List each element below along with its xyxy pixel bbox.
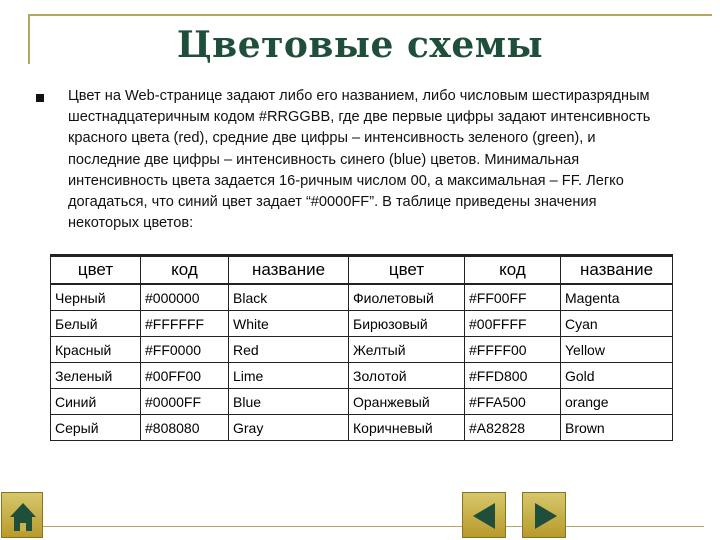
header-color-2: цвет — [349, 256, 465, 285]
table-cell: #000000 — [141, 284, 229, 311]
header-name-1: название — [229, 256, 349, 285]
table-cell: Бирюзовый — [349, 311, 465, 337]
header-color-1: цвет — [51, 256, 141, 285]
table-cell: Blue — [229, 389, 349, 415]
table-cell: Red — [229, 337, 349, 363]
frame-top-line — [28, 14, 712, 16]
previous-slide-button[interactable] — [462, 492, 506, 538]
arrow-right-icon — [523, 493, 567, 539]
color-table — [50, 254, 673, 441]
table-cell: #FF00FF — [465, 284, 561, 311]
table-cell: #FFA500 — [465, 389, 561, 415]
table-cell: Cyan — [561, 311, 673, 337]
table-cell: Белый — [51, 311, 141, 337]
table-cell: Зеленый — [51, 363, 141, 389]
table-cell: Lime — [229, 363, 349, 389]
table-cell: Черный — [51, 284, 141, 311]
table-cell: Синий — [51, 389, 141, 415]
header-code-2: код — [465, 256, 561, 285]
table-row — [51, 337, 673, 363]
table-cell: Желтый — [349, 337, 465, 363]
table-cell: #00FF00 — [141, 363, 229, 389]
table-header-row — [51, 256, 673, 285]
table-cell: Золотой — [349, 363, 465, 389]
slide-paragraph: Цвет на Web-странице задают либо его названием, либо числовым шестиразрядным шестнадцатеричным кодом #RRGGBB, где две первые цифры задают интенсивность красного цвета (red), средние две цифры – интенсивность зеленого (green), и последние две цифры – интенсивность синего (blue) цветов. Минимальная интенсивность цвета задается 16-ричным числом 00, а максимальная – FF. Легко догадаться, что синий цвет задает “#0000FF”. В таблице приведены значения некоторых цветов: — [68, 88, 651, 232]
table-cell: #808080 — [141, 415, 229, 441]
table-cell: Серый — [51, 415, 141, 441]
table-cell: #FFD800 — [465, 363, 561, 389]
table-row — [51, 389, 673, 415]
table-cell: Оранжевый — [349, 389, 465, 415]
table-row — [51, 415, 673, 441]
table-cell: #0000FF — [141, 389, 229, 415]
table-cell: #FFFF00 — [465, 337, 561, 363]
table-cell: #00FFFF — [465, 311, 561, 337]
table-cell: #A82828 — [465, 415, 561, 441]
table-row — [51, 363, 673, 389]
slide-title: Цветовые схемы — [176, 24, 544, 66]
arrow-left-icon — [463, 493, 507, 539]
table-cell: Коричневый — [349, 415, 465, 441]
table-cell: #FFFFFF — [141, 311, 229, 337]
next-slide-button[interactable] — [522, 492, 566, 538]
table-cell: Black — [229, 284, 349, 311]
table-cell: Gray — [229, 415, 349, 441]
header-code-1: код — [141, 256, 229, 285]
home-icon — [2, 493, 44, 539]
bullet-icon — [36, 94, 44, 102]
table-cell: Gold — [561, 363, 673, 389]
home-button[interactable] — [1, 492, 43, 538]
header-name-2: название — [561, 256, 673, 285]
frame-bottom-line — [14, 526, 704, 527]
table-row — [51, 284, 673, 311]
table-cell: #FF0000 — [141, 337, 229, 363]
table-row — [51, 311, 673, 337]
table-cell: orange — [561, 389, 673, 415]
table-cell: Yellow — [561, 337, 673, 363]
table-cell: Красный — [51, 337, 141, 363]
table-cell: White — [229, 311, 349, 337]
table-cell: Фиолетовый — [349, 284, 465, 311]
table-cell: Magenta — [561, 284, 673, 311]
table-cell: Brown — [561, 415, 673, 441]
